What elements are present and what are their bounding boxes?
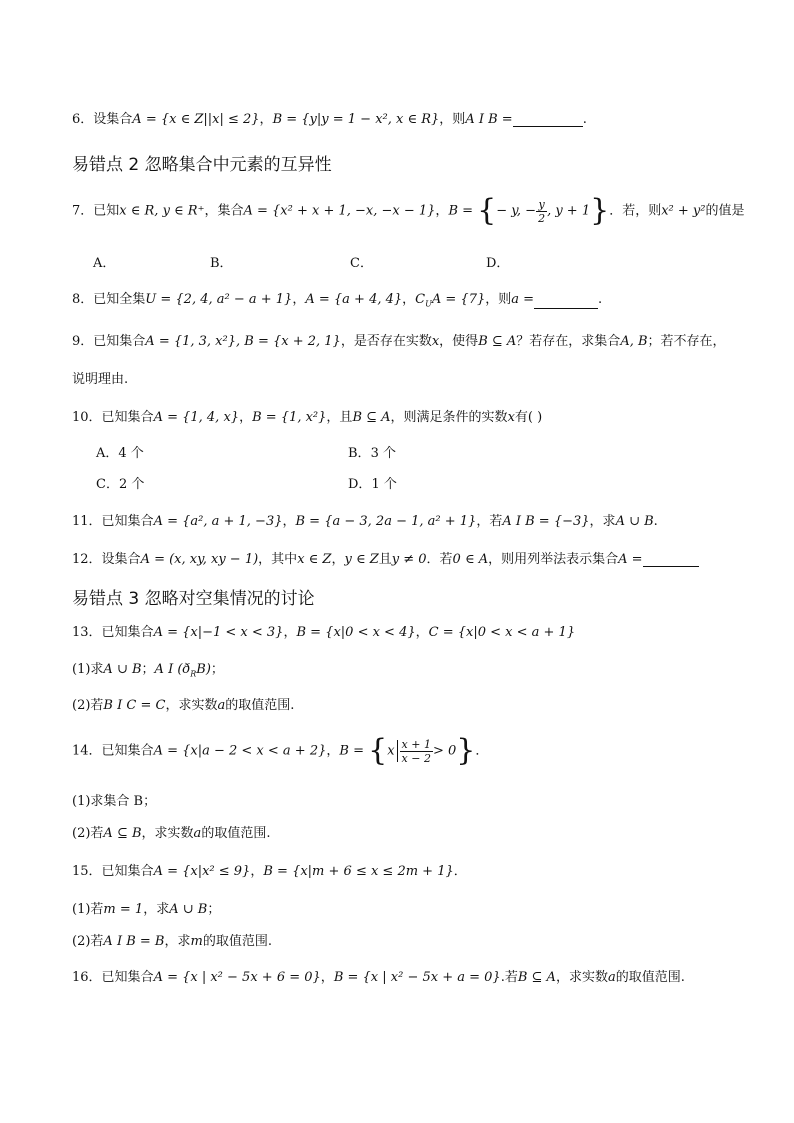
question-text: 设集合 bbox=[93, 112, 133, 127]
separator: ， bbox=[415, 625, 429, 640]
math-set-b-label: B = bbox=[339, 743, 369, 759]
option-text: 2 个 bbox=[118, 477, 145, 492]
question-text: ，是否存在实数 bbox=[340, 334, 432, 349]
question-text: ，求 bbox=[589, 514, 616, 529]
section-heading-3: 易错点 3 忽略对空集情况的讨论 bbox=[72, 589, 315, 609]
question-text: 已知全集 bbox=[93, 292, 146, 307]
math-expression: A = bbox=[618, 552, 643, 567]
separator: ， bbox=[250, 864, 264, 879]
period: . bbox=[653, 514, 658, 529]
math-variable: x bbox=[387, 743, 395, 759]
question-9-line-2: 说明理由. bbox=[72, 372, 129, 387]
set-builder-bar bbox=[397, 740, 398, 762]
option-a[interactable] bbox=[96, 442, 144, 461]
question-number: 10． bbox=[72, 410, 102, 425]
section-heading-2: 易错点 2 忽略集合中元素的互异性 bbox=[72, 155, 332, 175]
question-text: 设集合 bbox=[101, 552, 141, 567]
question-text: 已知集合 bbox=[101, 970, 154, 985]
question-text: 已知集合 bbox=[101, 514, 154, 529]
option-text: 3 个 bbox=[370, 446, 396, 461]
math-expression: m = 1 bbox=[103, 902, 144, 917]
math-set-a: A = {a + 4, 4} bbox=[305, 292, 403, 307]
math-expression: A I B = bbox=[465, 112, 513, 127]
math-set-a: A = (x, xy, xy − 1) bbox=[140, 552, 259, 567]
separator: ； bbox=[210, 662, 224, 677]
math-condition: x ∈ Z bbox=[297, 552, 332, 567]
part-text: 的取值范围. bbox=[225, 698, 295, 713]
question-text: ，且 bbox=[326, 410, 353, 425]
math-set-a: A = {x | x² − 5x + 6 = 0} bbox=[153, 970, 321, 985]
question-text: ，其中 bbox=[258, 552, 298, 567]
period: ． bbox=[475, 743, 489, 759]
math-expression: A ∪ B bbox=[615, 514, 654, 529]
question-number: 8． bbox=[72, 292, 94, 307]
math-set-b-part: , y + 1 bbox=[547, 203, 591, 219]
question-9 bbox=[72, 330, 726, 349]
question-number: 16． bbox=[72, 970, 102, 985]
part-text: (2)若 bbox=[72, 826, 104, 841]
question-number: 13． bbox=[72, 625, 102, 640]
question-text: 已知 bbox=[93, 203, 120, 219]
math-set-a: A = {x² + x + 1, −x, −x − 1} bbox=[243, 203, 436, 219]
separator: ， bbox=[259, 112, 273, 127]
separator: ， bbox=[292, 292, 306, 307]
question-text: ，则满足条件的实数 bbox=[390, 410, 508, 425]
separator: ， bbox=[326, 743, 340, 759]
question-text: ．若，则 bbox=[609, 203, 662, 219]
math-variable: x bbox=[507, 410, 515, 425]
question-text: ，若 bbox=[476, 514, 503, 529]
question-6 bbox=[72, 108, 587, 127]
question-14-part-2 bbox=[72, 822, 270, 841]
math-condition: 0 ∈ A bbox=[452, 552, 489, 567]
question-8 bbox=[72, 288, 602, 309]
question-number: 6． bbox=[72, 112, 94, 127]
period: . bbox=[582, 112, 587, 127]
math-set-u: U = {2, 4, a² − a + 1} bbox=[145, 292, 293, 307]
math-set-a: A = {x|−1 < x < 3} bbox=[153, 625, 284, 640]
separator: ； bbox=[141, 662, 155, 677]
math-set-b-part: − y, − bbox=[496, 203, 537, 219]
question-14 bbox=[72, 733, 489, 768]
option-d[interactable] bbox=[348, 473, 397, 492]
part-text: ，求实数 bbox=[165, 698, 218, 713]
option-letter: D． bbox=[348, 477, 372, 492]
question-13 bbox=[72, 621, 575, 640]
math-sets: A, B bbox=[620, 334, 648, 349]
separator: ， bbox=[283, 625, 297, 640]
option-b[interactable] bbox=[348, 442, 396, 461]
math-set-a: A = {1, 4, x} bbox=[153, 410, 240, 425]
math-expression: B) bbox=[196, 662, 211, 677]
part-text: (2)若 bbox=[72, 934, 104, 949]
question-12 bbox=[72, 548, 699, 567]
math-sets: A = {1, 3, x²}, B = {x + 2, 1} bbox=[145, 334, 341, 349]
math-set-a: A = {x ∈ Z||x| ≤ 2} bbox=[132, 112, 260, 127]
math-set-a: A = {x|x² ≤ 9} bbox=[153, 864, 251, 879]
math-fraction bbox=[400, 738, 433, 765]
math-variable: a bbox=[217, 698, 226, 713]
math-condition: y ∈ Z bbox=[344, 552, 379, 567]
separator: ， bbox=[239, 410, 253, 425]
option-letter: C． bbox=[96, 477, 119, 492]
math-expression: A ∪ B bbox=[169, 902, 208, 917]
question-text: ，使得 bbox=[439, 334, 479, 349]
question-7 bbox=[72, 193, 745, 228]
question-text: 有( ) bbox=[514, 410, 543, 425]
math-condition: A I B = {−3} bbox=[502, 514, 590, 529]
separator: ， bbox=[435, 203, 449, 219]
question-text: ；若不存在， bbox=[647, 334, 726, 349]
question-number: 14． bbox=[72, 743, 102, 759]
part-text: ，求 bbox=[143, 902, 170, 917]
math-set-c: C = {x|0 < x < a + 1} bbox=[428, 625, 576, 640]
question-text: 已知集合 bbox=[101, 625, 154, 640]
question-number: 12． bbox=[72, 552, 102, 567]
period: ． bbox=[453, 864, 467, 879]
question-text: ．若 bbox=[426, 552, 453, 567]
math-expression: A I B = B bbox=[103, 934, 165, 949]
fraction-denominator: x − 2 bbox=[401, 751, 431, 765]
question-10 bbox=[72, 406, 542, 425]
math-expression: a = bbox=[511, 292, 535, 307]
math-inequality: > 0 bbox=[432, 743, 457, 759]
separator: ； bbox=[207, 902, 221, 917]
brace-right: } bbox=[590, 193, 610, 228]
option-c[interactable] bbox=[96, 473, 144, 492]
math-expression: A I (ð bbox=[154, 662, 191, 677]
part-text: ，求 bbox=[164, 934, 191, 949]
question-text: ，集合 bbox=[204, 203, 244, 219]
brace-left: { bbox=[368, 733, 388, 768]
option-letter: B． bbox=[348, 446, 371, 461]
math-set-b: B = {a − 3, 2a − 1, a² + 1} bbox=[295, 514, 477, 529]
question-15-part-1 bbox=[72, 898, 220, 917]
fraction-denominator: 2 bbox=[538, 211, 546, 225]
math-complement: C bbox=[415, 292, 426, 307]
question-text: .若 bbox=[500, 970, 518, 985]
question-11 bbox=[72, 510, 658, 529]
question-13-part-1 bbox=[72, 658, 224, 679]
part-text: (1)求 bbox=[72, 662, 104, 677]
math-set-b: B = {x|0 < x < 4} bbox=[296, 625, 416, 640]
part-text: ，求实数 bbox=[141, 826, 194, 841]
brace-left: { bbox=[477, 193, 497, 228]
question-text: 已知集合 bbox=[101, 410, 154, 425]
math-variable: a bbox=[193, 826, 202, 841]
math-variable: a bbox=[607, 970, 616, 985]
math-set-b: B = {1, x²} bbox=[252, 410, 327, 425]
part-text: (1)若 bbox=[72, 902, 104, 917]
math-set-a: A = {x|a − 2 < x < a + 2} bbox=[153, 743, 327, 759]
math-variable: m bbox=[190, 934, 203, 949]
option-d[interactable]: D． bbox=[486, 256, 510, 271]
math-variable: x bbox=[431, 334, 440, 349]
part-text: 的取值范围. bbox=[201, 826, 271, 841]
math-subscript: R bbox=[190, 669, 197, 679]
question-text: ？若存在，求集合 bbox=[516, 334, 621, 349]
question-number: 15． bbox=[72, 864, 102, 879]
fraction-numerator: y bbox=[536, 198, 547, 212]
fraction-numerator: x + 1 bbox=[401, 737, 431, 751]
question-number: 9． bbox=[72, 334, 94, 349]
question-text: ，则用列举法表示集合 bbox=[488, 552, 619, 567]
question-13-part-2 bbox=[72, 694, 294, 713]
period: . bbox=[598, 292, 603, 307]
question-text: ，求实数 bbox=[555, 970, 608, 985]
separator: ， bbox=[282, 514, 296, 529]
question-15 bbox=[72, 860, 467, 879]
separator: ， bbox=[320, 970, 334, 985]
question-number: 11． bbox=[72, 514, 102, 529]
answer-blank[interactable] bbox=[513, 112, 583, 127]
math-expression: A ∪ B bbox=[103, 662, 142, 677]
part-text: 的取值范围. bbox=[202, 934, 272, 949]
math-fraction bbox=[536, 198, 547, 225]
math-relation: B ⊆ A bbox=[478, 334, 517, 349]
answer-blank[interactable] bbox=[534, 294, 598, 309]
option-b[interactable]: B． bbox=[210, 256, 233, 271]
math-set-b-label: B = bbox=[448, 203, 478, 219]
separator: ， bbox=[331, 552, 345, 567]
question-text: 的取值范围. bbox=[615, 970, 685, 985]
brace-right: } bbox=[456, 733, 476, 768]
option-text: 1 个 bbox=[371, 477, 397, 492]
question-text: ，则 bbox=[439, 112, 466, 127]
math-set-b: B = {y|y = 1 − x², x ∈ R} bbox=[272, 112, 440, 127]
math-expression: A ⊆ B bbox=[103, 826, 142, 841]
question-14-part-1: (1)求集合 B； bbox=[72, 794, 157, 809]
answer-blank[interactable] bbox=[643, 552, 699, 567]
question-16 bbox=[72, 966, 685, 985]
question-text: 已知集合 bbox=[101, 743, 154, 759]
option-letter: A． bbox=[96, 446, 119, 461]
option-a[interactable]: A． bbox=[93, 256, 116, 271]
math-set-b: B = {x | x² − 5x + a = 0} bbox=[333, 970, 501, 985]
math-set-a: A = {a², a + 1, −3} bbox=[153, 514, 283, 529]
option-c[interactable]: C． bbox=[350, 256, 373, 271]
question-text: 已知集合 bbox=[93, 334, 146, 349]
question-text: 已知集合 bbox=[101, 864, 154, 879]
separator: ， bbox=[402, 292, 416, 307]
question-15-part-2 bbox=[72, 930, 272, 949]
math-expression: x² + y² bbox=[661, 203, 706, 219]
math-condition: x ∈ R, y ∈ R⁺ bbox=[119, 203, 205, 219]
question-text: 的值是 bbox=[705, 203, 745, 219]
math-complement-rest: A = {7} bbox=[431, 292, 486, 307]
part-text: (2)若 bbox=[72, 698, 104, 713]
math-relation: B ⊆ A bbox=[517, 970, 556, 985]
question-text: 且 bbox=[378, 552, 392, 567]
math-relation: B ⊆ A bbox=[352, 410, 391, 425]
math-set-b: B = {x|m + 6 ≤ x ≤ 2m + 1} bbox=[263, 864, 454, 879]
math-condition: y ≠ 0 bbox=[391, 552, 427, 567]
question-number: 7． bbox=[72, 203, 94, 219]
math-subscript: U bbox=[425, 299, 432, 309]
math-expression: B I C = C bbox=[103, 698, 166, 713]
question-text: ，则 bbox=[485, 292, 512, 307]
option-text: 4 个 bbox=[118, 446, 144, 461]
